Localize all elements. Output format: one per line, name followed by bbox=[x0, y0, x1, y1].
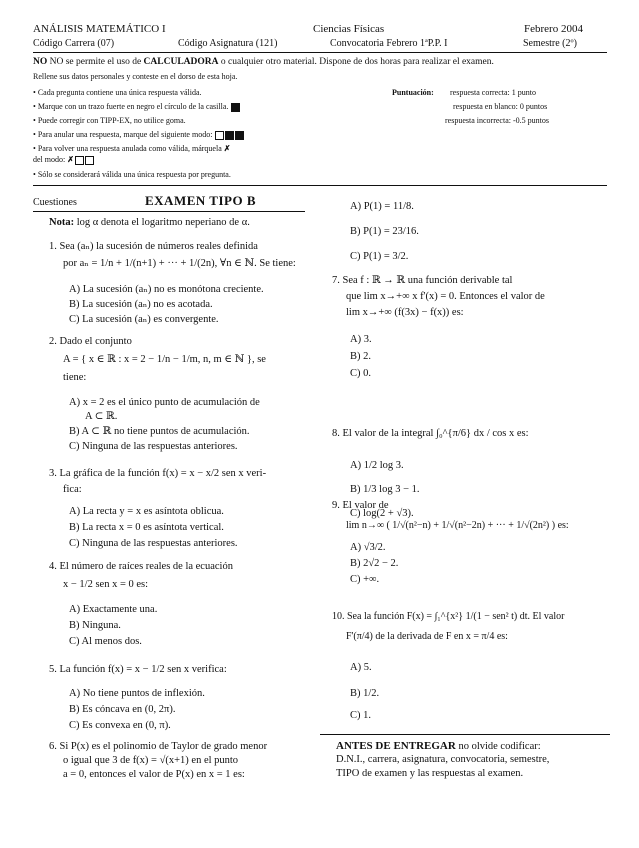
question-4-formula: x − 1/2 sen x = 0 es: bbox=[63, 579, 149, 590]
faculty: Ciencias Físicas bbox=[313, 23, 385, 35]
footer-line-3: TIPO de examen y las respuestas al examen. bbox=[336, 768, 524, 779]
question-2-option-b: B) A ⊂ ℝ no tiene puntos de acumulación. bbox=[69, 426, 250, 437]
cross-mark-icon: ✗ bbox=[223, 144, 231, 153]
instructions-main-rest: o cualquier otro material. Dispone de dos horas para realizar el examen. bbox=[220, 57, 494, 67]
instructions-main bbox=[33, 57, 494, 67]
course-title: ANÁLISIS MATEMÁTICO I bbox=[33, 23, 166, 35]
empty-box-icon bbox=[85, 156, 94, 165]
question-2: 2. Dado el conjunto bbox=[49, 336, 132, 347]
score-correct: respuesta correcta: 1 punto bbox=[450, 88, 536, 97]
question-8-option-c: C) log(2 + √3). bbox=[350, 508, 414, 519]
question-3-option-c: C) Ninguna de las respuestas anteriores. bbox=[69, 538, 238, 549]
footer-line-2: D.N.I., carrera, asignatura, convocatoria, semestre, bbox=[336, 754, 550, 765]
empty-box-icon bbox=[75, 156, 84, 165]
question-5-option-a: A) No tiene puntos de inflexión. bbox=[69, 688, 205, 699]
score-blank: respuesta en blanco: 0 puntos bbox=[453, 102, 548, 111]
question-3-cont: fica: bbox=[63, 484, 82, 495]
semester: Semestre (2º) bbox=[523, 38, 577, 49]
question-10-cont: F'(π/4) de la derivada de F en x = π/4 es: bbox=[346, 631, 508, 642]
question-1-option-b: B) La sucesión (aₙ) no es acotada. bbox=[69, 299, 213, 310]
question-1: 1. Sea (aₙ) la sucesión de números reales definida bbox=[49, 241, 258, 252]
instruction-bullet-4: • Para anular una respuesta, marque del siguiente modo: bbox=[33, 130, 244, 141]
question-7-option-c: C) 0. bbox=[350, 368, 371, 379]
instruction-bullet-2-text: Marque con un trazo fuerte en negro el círculo de la casilla. bbox=[37, 102, 229, 111]
instructions-rule bbox=[33, 185, 607, 186]
instruction-bullet-5: • Para volver una respuesta anulada como válida, márquela ✗ bbox=[33, 144, 231, 153]
question-6-option-c: C) P(1) = 3/2. bbox=[350, 251, 409, 262]
calculator-word: CALCULADORA bbox=[143, 57, 219, 67]
question-8-option-a: A) 1/2 log 3. bbox=[350, 460, 404, 471]
footer-line-1 bbox=[336, 739, 541, 754]
instruction-bullet-1-text: Cada pregunta contiene una única respuesta válida. bbox=[37, 88, 202, 97]
question-9-formula: lim n→∞ ( 1/√(n²−n) + 1/√(n²−2n) + ··· + 1/√(2n²) ) es: bbox=[346, 520, 569, 531]
note bbox=[49, 216, 250, 230]
question-9-option-c: C) +∞. bbox=[350, 574, 380, 585]
question-4-option-c: C) Al menos dos. bbox=[69, 636, 142, 647]
exam-title: EXAMEN TIPO B bbox=[145, 193, 256, 208]
instruction-bullet-2: • Marque con un trazo fuerte en negro el círculo de la casilla. bbox=[33, 102, 240, 113]
instruction-bullet-4-text: Para anular una respuesta, marque del siguiente modo: bbox=[37, 130, 213, 139]
no-word: NO bbox=[33, 57, 48, 67]
filled-box-icon bbox=[231, 103, 240, 112]
question-5: 5. La función f(x) = x − 1/2 sen x verifica: bbox=[49, 664, 227, 675]
question-2-option-a-cont: A ⊂ ℝ. bbox=[85, 411, 118, 422]
question-10-option-a: A) 5. bbox=[350, 662, 372, 673]
footer-rest: no olvide codificar: bbox=[458, 741, 541, 752]
question-4-option-a: A) Exactamente una. bbox=[69, 604, 158, 615]
note-label: Nota: bbox=[49, 217, 75, 228]
question-3-option-b: B) La recta x = 0 es asíntota vertical. bbox=[69, 522, 224, 533]
instruction-bullet-1: • Cada pregunta contiene una única respuesta válida. bbox=[33, 88, 202, 97]
question-7-option-a: A) 3. bbox=[350, 334, 372, 345]
question-8: 8. El valor de la integral ∫₀^{π/6} dx / cos x es: bbox=[332, 428, 529, 439]
question-4-option-b: B) Ninguna. bbox=[69, 620, 121, 631]
note-text: log α denota el logaritmo neperiano de α. bbox=[76, 217, 250, 228]
question-6: 6. Si P(x) es el polinomio de Taylor de grado menor bbox=[49, 741, 268, 752]
scoring-label: Puntuación: bbox=[392, 88, 434, 97]
instruction-bullet-3-text: Puede corregir con TIPP-EX, no utilice goma. bbox=[37, 116, 186, 125]
question-8-option-b: B) 1/3 log 3 − 1. bbox=[350, 484, 420, 495]
question-2-formula: A = { x ∈ ℝ : x = 2 − 1/n − 1/m, n, m ∈ ℕ }, se bbox=[63, 354, 266, 365]
question-6-cont: o igual que 3 de f(x) = √(x+1) en el punto bbox=[63, 755, 239, 766]
question-5-option-b: B) Es cóncava en (0, 2π). bbox=[69, 704, 176, 715]
filled-box-icon bbox=[235, 131, 244, 140]
question-1-option-c: C) La sucesión (aₙ) es convergente. bbox=[69, 314, 219, 325]
filled-box-icon bbox=[225, 131, 234, 140]
instruction-bullet-5b bbox=[33, 155, 94, 166]
question-6-cont2: a = 0, entonces el valor de P(x) en x = 1 es: bbox=[63, 769, 245, 780]
question-10: 10. Sea la función F(x) = ∫₁^{x²} 1/(1 − sen² t) dt. El valor bbox=[332, 611, 565, 622]
instruction-bullet-5b-text: del modo: bbox=[33, 155, 66, 164]
question-2-option-c: C) Ninguna de las respuestas anteriores. bbox=[69, 441, 238, 452]
question-3-option-a: A) La recta y = x es asíntota oblicua. bbox=[69, 506, 224, 517]
question-9: 9. El valor de bbox=[332, 500, 389, 511]
question-2-option-a: A) x = 2 es el único punto de acumulación de bbox=[69, 397, 260, 408]
score-wrong: respuesta incorrecta: -0.5 puntos bbox=[445, 116, 549, 125]
question-3: 3. La gráfica de la función f(x) = x − x/2 sen x veri- bbox=[49, 468, 267, 479]
footer-rule bbox=[320, 734, 610, 735]
exam-title-rule bbox=[33, 211, 305, 212]
degree-code: Código Carrera (07) bbox=[33, 38, 115, 49]
question-5-option-c: C) Es convexa en (0, π). bbox=[69, 720, 171, 731]
cross-mark-icon: ✗ bbox=[67, 155, 74, 164]
exam-session: Convocatoria Febrero 1ªP.P. I bbox=[330, 38, 448, 49]
instruction-bullet-6: • Sólo se considerará válida una única respuesta por pregunta. bbox=[33, 170, 231, 179]
instruction-bullet-3: • Puede corregir con TIPP-EX, no utilice goma. bbox=[33, 116, 186, 125]
instruction-bullet-6-text: Sólo se considerará válida una única respuesta por pregunta. bbox=[37, 170, 231, 179]
empty-box-icon bbox=[215, 131, 224, 140]
question-6-option-b: B) P(1) = 23/16. bbox=[350, 226, 419, 237]
footer-bold: ANTES DE ENTREGAR bbox=[336, 740, 456, 752]
question-1-option-a: A) La sucesión (aₙ) no es monótona creciente. bbox=[69, 284, 264, 295]
question-6-option-a: A) P(1) = 11/8. bbox=[350, 201, 414, 212]
question-10-option-b: B) 1/2. bbox=[350, 688, 380, 699]
question-10-option-c: C) 1. bbox=[350, 710, 371, 721]
header-rule bbox=[33, 52, 607, 53]
question-7-cont2: lim x→+∞ (f(3x) − f(x)) es: bbox=[346, 307, 464, 318]
question-9-option-b: B) 2√2 − 2. bbox=[350, 558, 399, 569]
instructions-main-intro: NO se permite el uso de bbox=[49, 57, 142, 67]
question-9-option-a: A) √3/2. bbox=[350, 542, 386, 553]
instructions-line2: Rellene sus datos personales y conteste en el dorso de esta hoja. bbox=[33, 72, 238, 81]
instruction-bullet-5-text: Para volver una respuesta anulada como válida, márquela bbox=[37, 144, 222, 153]
question-2-formula-cont: tiene: bbox=[63, 372, 87, 383]
question-7: 7. Sea f : ℝ → ℝ una función derivable tal bbox=[332, 275, 513, 286]
questions-label: Cuestiones bbox=[33, 197, 77, 208]
question-7-option-b: B) 2. bbox=[350, 351, 371, 362]
exam-date: Febrero 2004 bbox=[524, 23, 583, 35]
subject-code: Código Asignatura (121) bbox=[178, 38, 278, 49]
question-4: 4. El número de raíces reales de la ecuación bbox=[49, 561, 233, 572]
question-1-formula: por aₙ = 1/n + 1/(n+1) + ··· + 1/(2n), ∀n ∈ ℕ. Se tiene: bbox=[63, 258, 296, 269]
question-7-cont: que lim x→+∞ x f'(x) = 0. Entonces el valor de bbox=[346, 291, 545, 302]
